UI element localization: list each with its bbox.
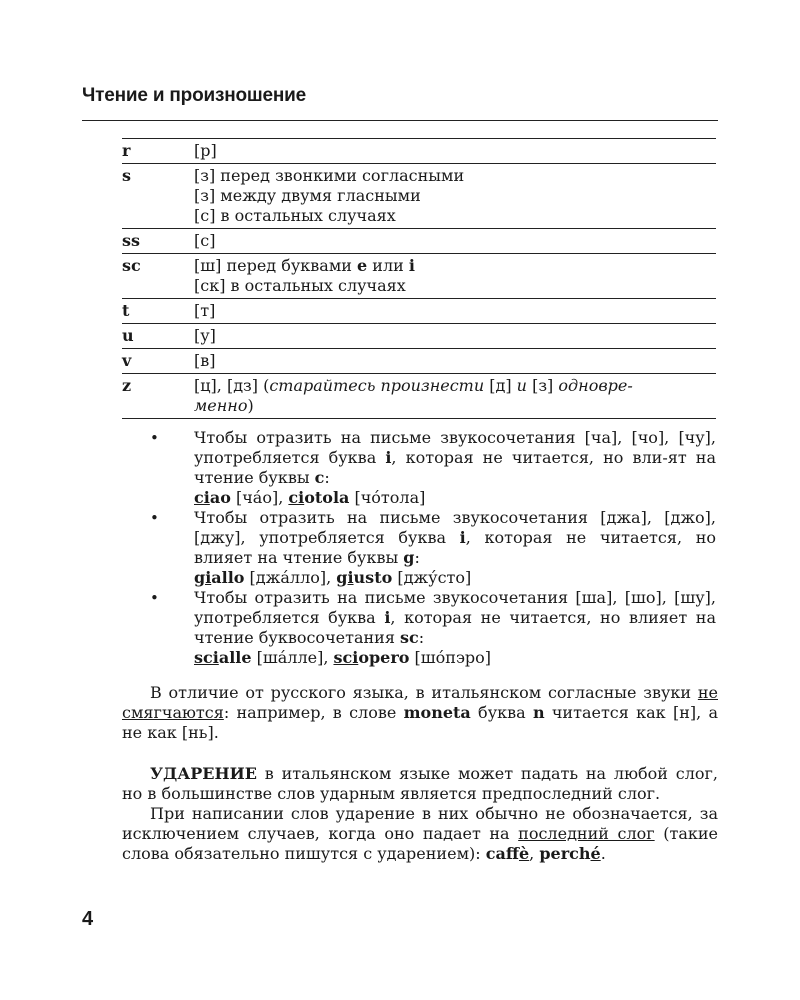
example-words: ciao [ча́о], ciotola [чо́тола] <box>194 488 426 507</box>
example-words: scialle [ша́лле], sciopero [шо́пэро] <box>194 648 492 667</box>
list-item: • Чтобы отразить на письме звукосочетания [ша], [шо], [шу], употребляется буква i, которая не читается, но влияет на чтение буквосочетания sc: scialle [ша́лле], sciopero [шо́пэро] <box>150 588 716 667</box>
bullet-icon: • <box>150 429 159 447</box>
bullet-icon: • <box>150 589 159 607</box>
table-row <box>122 229 716 254</box>
list-item: • Чтобы отразить на письме звукосочетания [джа], [джо], [джу], употребляется буква i, которая не читается, но влияет на чтение буквы g: giallo [джа́лло], giusto [джу́сто] <box>150 508 716 587</box>
pronunciation-table <box>122 138 716 419</box>
description-cell: [ш] перед буквами e или i [ск] в остальных случаях <box>194 256 415 295</box>
description-cell: [т] <box>194 301 216 320</box>
bullet-icon: • <box>150 509 159 527</box>
description-cell: [в] <box>194 351 216 370</box>
table-row <box>122 254 716 299</box>
bullet-list <box>150 428 716 668</box>
page-header-title: Чтение и произношение <box>82 85 307 106</box>
table-row <box>122 349 716 374</box>
description-cell: [с] <box>194 231 216 250</box>
letter-cell: ss <box>122 231 141 250</box>
table-row <box>122 299 716 324</box>
page-number: 4 <box>82 908 94 930</box>
description-cell: [ц], [дз] (старайтесь произнести [д] и [з] одновре- менно) <box>194 376 633 415</box>
header-divider <box>82 120 718 121</box>
list-item: • Чтобы отразить на письме звукосочетания [ча], [чо], [чу], употребляется буква i, которая не читается, но вли-ят на чтение буквы c: ciao [ча́о], ciotola [чо́тола] <box>150 428 716 507</box>
paragraph-stress: УДАРЕНИЕ в итальянском языке может падать на любой слог, но в большинстве слов ударным является предпоследний слог. <box>122 764 718 803</box>
paragraph-stress-writing: При написании слов ударение в них обычно не обозначается, за исключением случаев, когда оно падает на последний слог (такие слова обязательно пишутся с ударением): caffè, perché. <box>122 804 718 863</box>
table-row <box>122 164 716 229</box>
description-cell: [у] <box>194 326 216 345</box>
letter-cell: u <box>122 326 134 345</box>
letter-cell: r <box>122 141 131 160</box>
letter-cell: s <box>122 166 132 185</box>
table-row <box>122 324 716 349</box>
letter-cell: z <box>122 376 132 395</box>
table-row <box>122 374 716 419</box>
letter-cell: v <box>122 351 132 370</box>
letter-cell: sc <box>122 256 141 275</box>
example-words: giallo [джа́лло], giusto [джу́сто] <box>194 568 472 587</box>
table-row <box>122 138 716 164</box>
paragraph-softening: В отличие от русского языка, в итальянском согласные звуки не смягчаются: например, в слове moneta буква n читается как [н], а не как [нь]. <box>122 683 719 742</box>
letter-cell: t <box>122 301 130 320</box>
description-cell: [р] <box>194 141 217 160</box>
description-cell: [з] перед звонкими согласными [з] между двумя гласными [с] в остальных случаях <box>194 166 465 225</box>
